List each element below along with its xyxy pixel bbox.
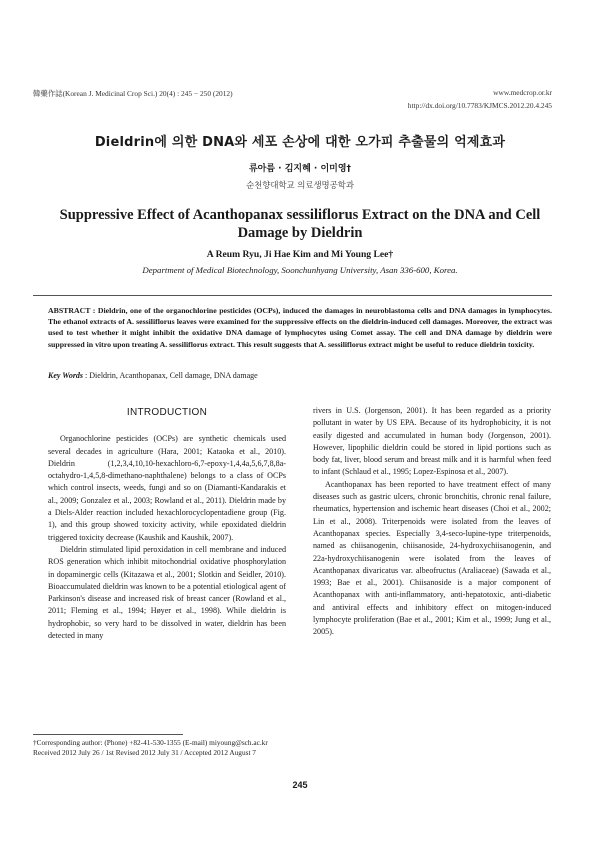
right-column bbox=[313, 405, 551, 639]
department-english: Department of Medical Biotechnology, Soonchunhyang University, Asan 336-600, Korea. bbox=[142, 265, 458, 275]
authors-korean: 류아름 · 김지혜 · 이미영† bbox=[248, 164, 352, 174]
paragraph: rivers in U.S. (Jorgenson, 2001). It has been regarded as a priority pollutant in water by US EPA. Because of its hydrophobicity, it is not easily digested and accumulated in human body (Jorgenson, 2001). However, lipophilic dieldrin could be stored in lipid portions such as body fat, liver, blood serum and breast milk and it is harmful when feed to infant (Schlaud et al., 1995; Lopez-Espinosa et al., 2007). bbox=[313, 406, 551, 477]
corresponding-author: †Corresponding author: (Phone) +82-41-530-1355 (E-mail) miyoung@sch.ac.kr bbox=[33, 738, 268, 747]
title-english: Suppressive Effect of Acanthopanax sessiliflorus Extract on the DNA and Cell Damage by Dieldrin bbox=[59, 207, 541, 241]
abstract-top-rule bbox=[33, 295, 552, 296]
left-column bbox=[48, 405, 286, 642]
footnote bbox=[33, 738, 268, 758]
paragraph: Acanthopanax has been reported to have treatment effect of many diseases such as gastric ulcers, chronic bronchitis, chronic renal failure, rheumatics, hypertension and ischemic heart diseases (Choi et al., 2002; Lin et al., 2008). Triterpenoids were isolated from the leaves of Acanthopanax species. Especially 3,4-seco-lupine-type triterpenoids, named as chiisanogenin, chiisanoside, 24-hydroxychiisanogenin, and 22a-hydroxychiisanogenin were isolated from the leaves of Acanthopanax divaricatus var. albeofructus (Araliaceae) (Sawada et al., 1993; Bae et al., 2001). Chiisanoside is a major component of Acanthopanax with anti-inflammatory, anti-hepatotoxic, anti-diabetic and antiviral effects and inhibitory effect on mitogen-induced lymphocyte proliferation (Bae et al., 2001; Kim et al., 1999; Jung et al., 2005). bbox=[313, 479, 551, 637]
abstract: ABSTRACT : Dieldrin, one of the organochlorine pesticides (OCPs), induced the damages in neuroblastoma cells and DNA damages in lymphocytes. The ethanol extracts of A. sessiliflorus leaves were examined for the suppressive effects on the dieldrin-induced cell damages. Moreover, the extract was used to test whether it might inhibit the oxidative DNA damage of lymphocytes using Comet assay. The cell and DNA damage by dieldrin were suppressed in vitro upon treating A. sessiliflorus extract. This result suggests that A. sessiliflorus extract might be useful to reduce dieldrin toxicity. bbox=[48, 306, 552, 349]
paragraph: Organochlorine pesticides (OCPs) are synthetic chemicals used several decades in agriculture (Hara, 2001; Kataoka et al., 2010). Dieldrin (1,2,3,4,10,10-hexachloro-6,7-epoxy-1,4,4a,5,6,7,8,8a-octahydro-1,4,5,8-dimethano-naphthalene) belongs to a class of OCPs which control insects, weeds, fungi and so on (Diamanti-Kandarakis et al., 2009; Gonzalez et al., 2003; Rowland et al., 2011). Dieldrin made by a Diels-Alder reaction included hexachlorocyclopentadiene group (Fig. 1), and this group showed toxicity activity, while epoxidated dieldrin triggered toxicity decrease (Kaushik and Kaushik, 2007). bbox=[48, 434, 286, 542]
journal-website[interactable]: www.medcrop.or.kr bbox=[493, 88, 552, 97]
keywords-text: : Dieldrin, Acanthopanax, Cell damage, DNA damage bbox=[83, 371, 258, 380]
journal-citation: 韓藥作誌(Korean J. Medicinal Crop Sci.) 20(4) : 245 − 250 (2012) bbox=[33, 89, 233, 98]
received-dates: Received 2012 July 26 / 1st Revised 2012 July 31 / Accepted 2012 August 7 bbox=[33, 748, 256, 757]
footnote-rule bbox=[33, 734, 183, 735]
paragraph: Dieldrin stimulated lipid peroxidation in cell membrane and induced ROS generation which inhibit mitochondrial oxidative phosphorylation in dopaminergic cells (Kitazawa et al., 2001; Slotkin and Seidler, 2010). Bioaccumulated dieldrin was known to be a potential etiological agent of Parkinson's disease and increased risk of breast cancer (Rowland et al., 2011; Fleming et al., 1994; Høyer et al., 1998). While dieldrin is hydrophobic, so very hard to be dissolved in water, dieldrin has been detected in many bbox=[48, 544, 286, 641]
title-korean: Dieldrin에 의한 DNA와 세포 손상에 대한 오가피 추출물의 억제효과 bbox=[94, 135, 506, 150]
article-doi[interactable]: http://dx.doi.org/10.7783/KJMCS.2012.20.4.245 bbox=[407, 101, 552, 110]
journal-links bbox=[408, 86, 552, 112]
page-number: 245 bbox=[292, 780, 308, 790]
keywords-label: Key Words bbox=[48, 371, 84, 380]
section-heading-introduction: INTRODUCTION bbox=[126, 407, 208, 418]
keywords bbox=[48, 371, 552, 380]
affiliation-korean: 순천향대학교 의료생명공학과 bbox=[246, 180, 354, 190]
authors-english: A Reum Ryu, Ji Hae Kim and Mi Young Lee† bbox=[206, 249, 394, 260]
